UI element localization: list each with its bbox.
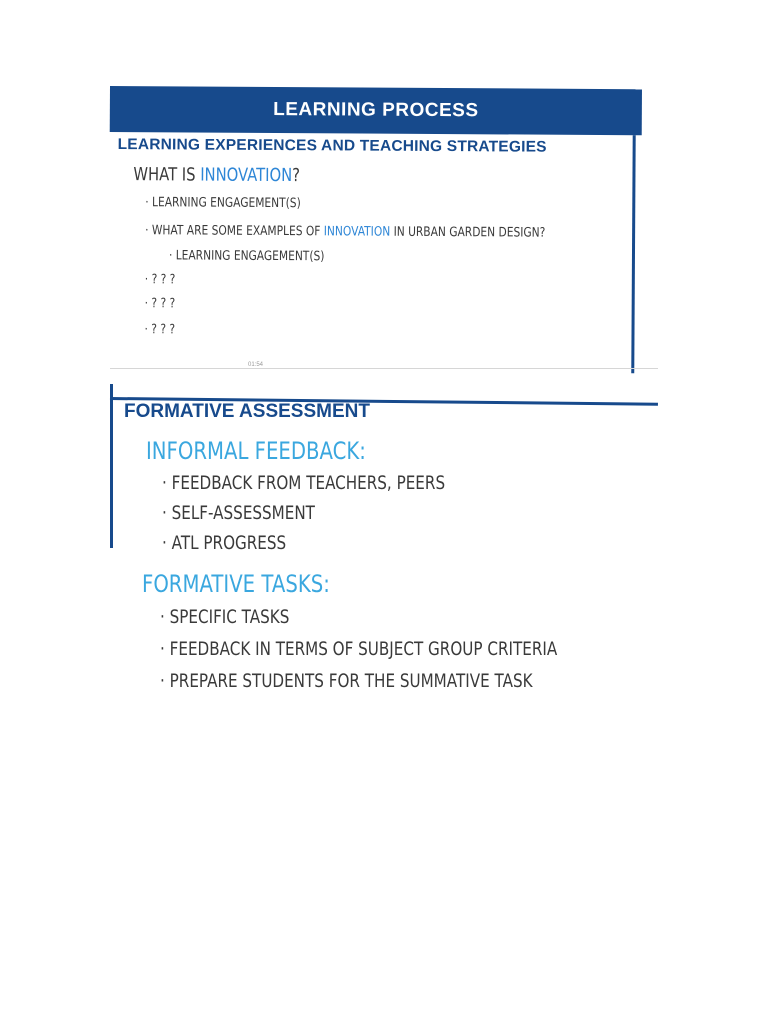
list-item: · FEEDBACK FROM TEACHERS, PEERS bbox=[162, 473, 446, 494]
question-highlight: INNOVATION bbox=[200, 164, 293, 187]
list-item: · SELF-ASSESSMENT bbox=[162, 503, 315, 524]
list-item: · SPECIFIC TASKS bbox=[160, 607, 290, 628]
question-prefix: WHAT IS bbox=[133, 164, 201, 186]
list-item: · LEARNING ENGAGEMENT(S) bbox=[145, 195, 301, 212]
slide-formative-assessment bbox=[110, 384, 658, 554]
slide-border-right bbox=[631, 135, 635, 373]
video-progress-bar[interactable] bbox=[110, 368, 658, 369]
example-suffix: IN URBAN GARDEN DESIGN? bbox=[390, 224, 546, 241]
question-suffix: ? bbox=[292, 165, 301, 187]
list-item: · ? ? ? bbox=[144, 322, 176, 338]
example-prefix: · WHAT ARE SOME EXAMPLES OF bbox=[145, 223, 324, 240]
slide-learning-process bbox=[108, 86, 642, 373]
section-heading-informal-feedback: INFORMAL FEEDBACK: bbox=[146, 437, 366, 465]
list-item: · FEEDBACK IN TERMS OF SUBJECT GROUP CRITERIA bbox=[160, 639, 558, 660]
slide-banner-title: LEARNING PROCESS bbox=[110, 86, 642, 135]
list-item: · ATL PROGRESS bbox=[162, 533, 287, 554]
example-highlight: INNOVATION bbox=[323, 224, 391, 240]
slide-title: FORMATIVE ASSESSMENT bbox=[124, 401, 370, 422]
video-timestamp: 01:54 bbox=[244, 362, 267, 368]
list-item: · PREPARE STUDENTS FOR THE SUMMATIVE TASK bbox=[160, 671, 533, 692]
question-line bbox=[133, 164, 300, 186]
example-question-line bbox=[145, 223, 545, 240]
slide-border-left bbox=[110, 384, 113, 548]
list-sub-item: · LEARNING ENGAGEMENT(S) bbox=[168, 248, 325, 265]
list-item: · ? ? ? bbox=[144, 296, 176, 312]
slide-subtitle: LEARNING EXPERIENCES AND TEACHING STRATEGIES bbox=[117, 136, 547, 156]
list-item: · ? ? ? bbox=[144, 272, 176, 288]
section-heading-formative-tasks: FORMATIVE TASKS: bbox=[142, 570, 330, 598]
